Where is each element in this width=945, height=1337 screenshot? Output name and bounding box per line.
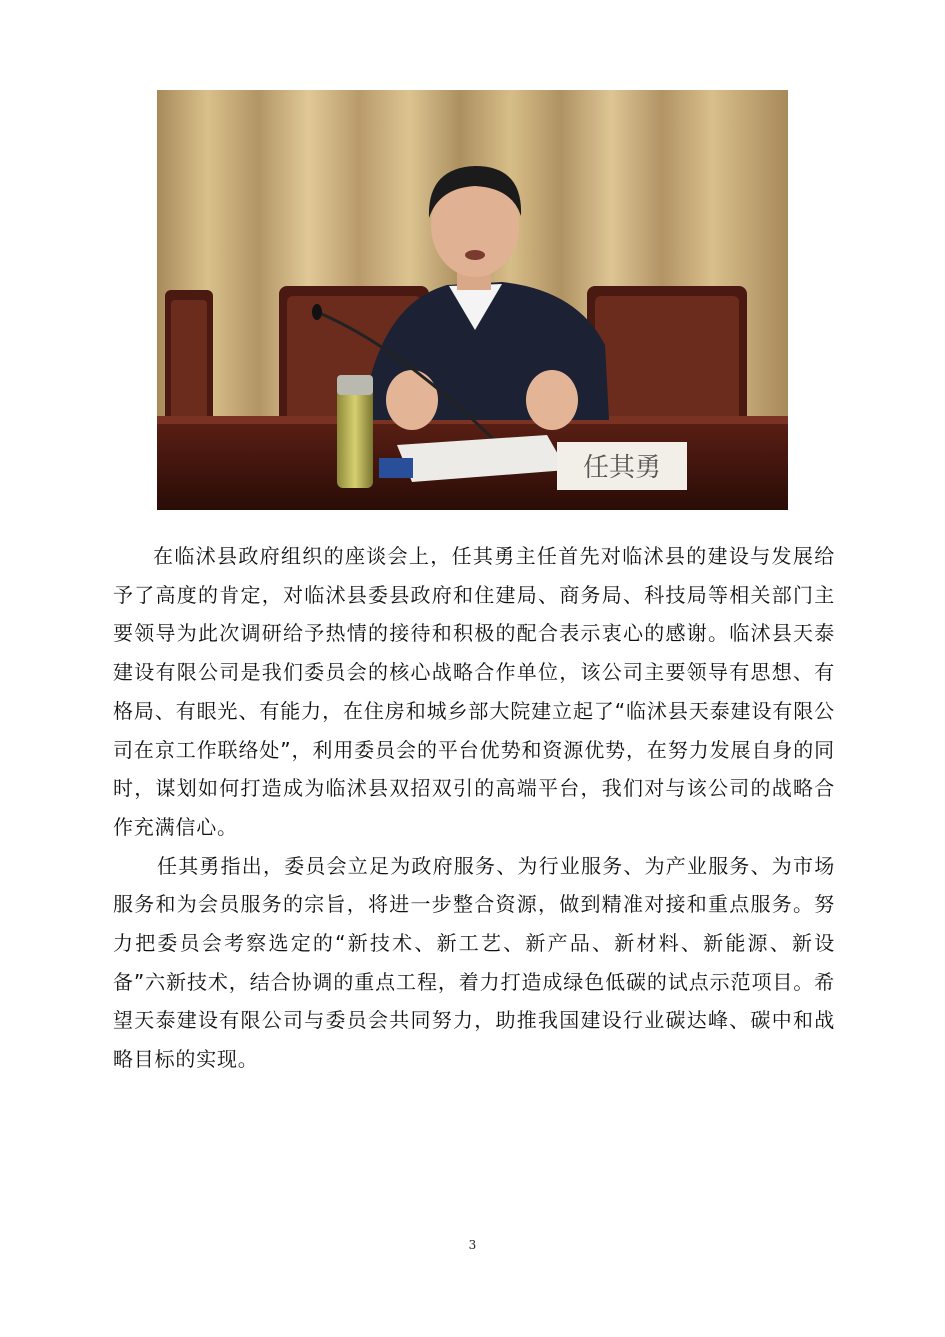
paragraph: 任其勇指出，委员会立足为政府服务、为行业服务、为产业服务、为市场服务和为会员服务的宗旨，将进一步整合资源，做到精准对接和重点服务。努力把委员会考察选定的“新技术、新工艺、新产品、新材料、新能源、新设备”六新技术，结合协调的重点工程，着力打造成绿色低碳的试点示范项目。希望天泰建设有限公司与委员会共同努力，助推我国建设行业碳达峰、碳中和战略目标的实现。: [113, 853, 835, 1072]
page-number: 3: [468, 1238, 477, 1252]
meeting-photo: [157, 90, 788, 510]
nameplate-text: 任其勇: [582, 453, 662, 483]
article-body: [113, 537, 835, 1079]
paragraph: 在临沭县政府组织的座谈会上，任其勇主任首先对临沭县的建设与发展给予了高度的肯定，对临沭县委县政府和住建局、商务局、科技局等相关部门主要领导为此次调研给予热情的接待和积极的配合表示衷心的感谢。临沭县天泰建设有限公司是我们委员会的核心战略合作单位，该公司主要领导有思想、有格局、有眼光、有能力，在住房和城乡部大院建立起了“临沭县天泰建设有限公司在京工作联络处”，利用委员会的平台优势和资源优势，在努力发展自身的同时，谋划如何打造成为临沭县双招双引的高端平台，我们对与该公司的战略合作充满信心。: [113, 544, 835, 839]
